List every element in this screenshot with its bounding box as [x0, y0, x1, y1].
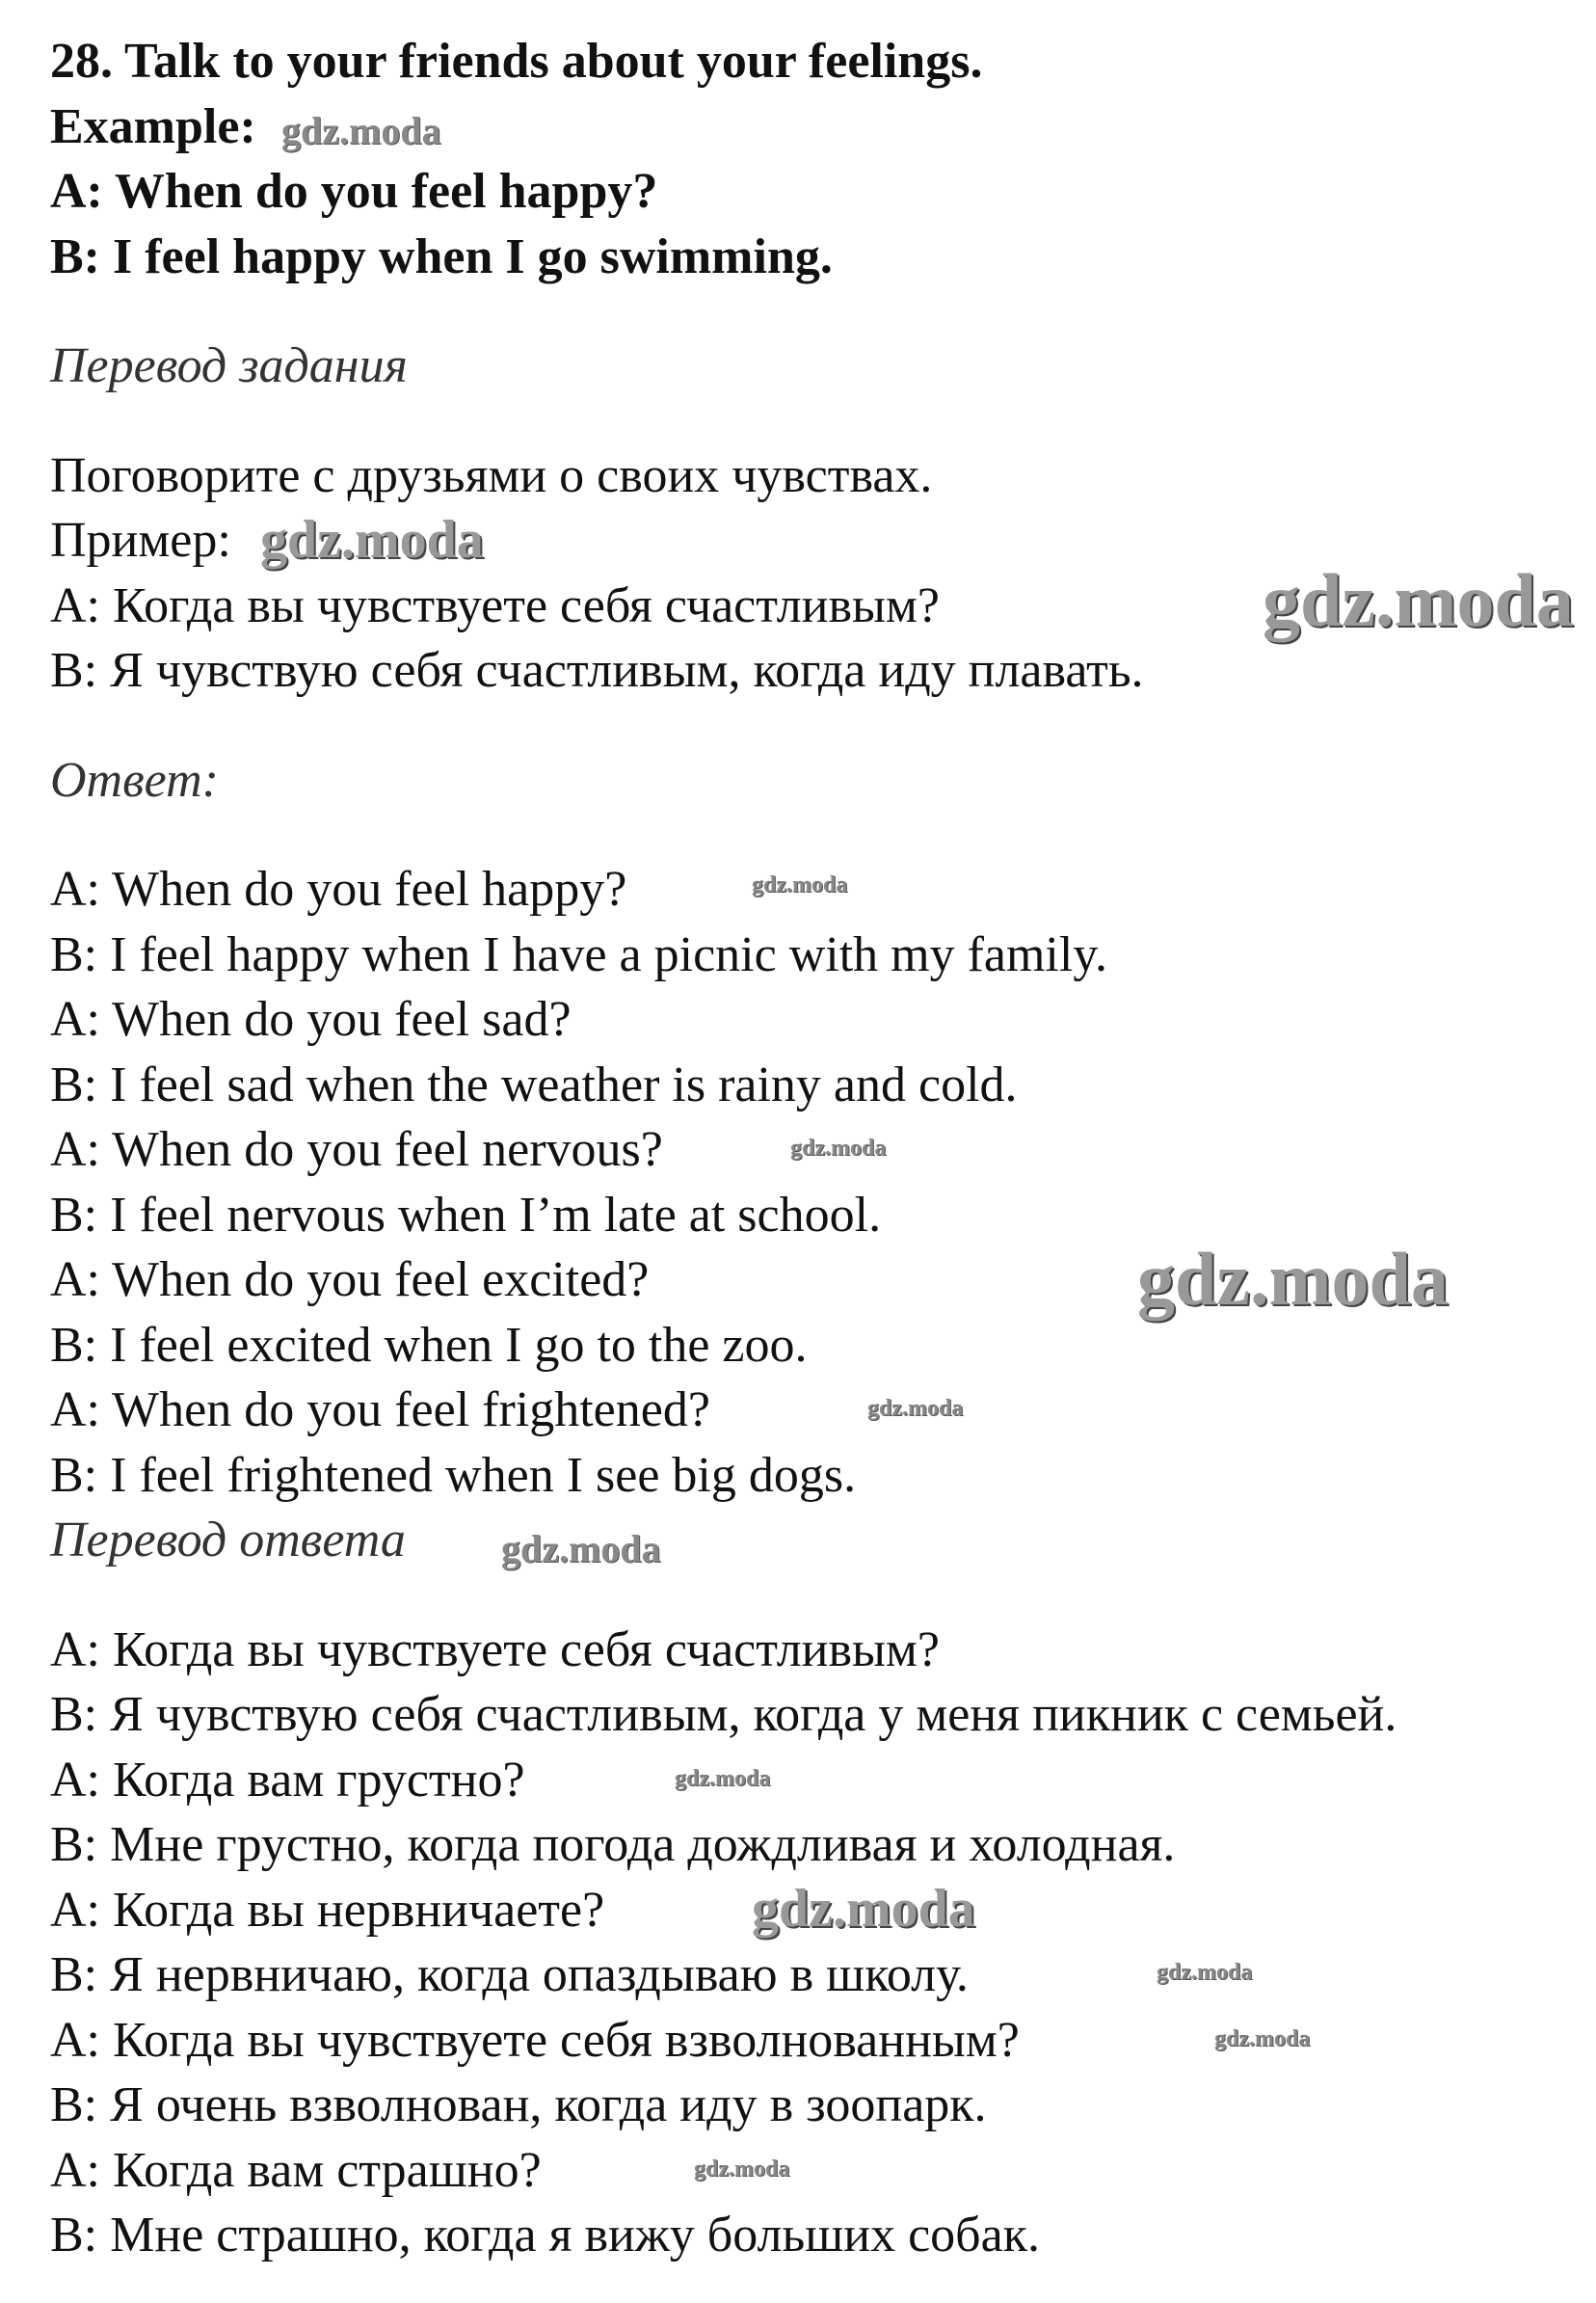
answer-translation-line: В: Я чувствую себя счастливым, когда у меня пикник с семьей. [50, 1687, 1397, 1742]
watermark: gdz.moda [1214, 2026, 1311, 2051]
answer-translation-line: А: Когда вы нервничаете? [50, 1882, 605, 1938]
watermark: gdz.moda [281, 109, 441, 152]
answer-translation-line: А: Когда вам грустно? [50, 1752, 525, 1808]
task-example-a: A: When do you feel happy? [50, 164, 658, 219]
task-example-b: B: I feel happy when I go swimming. [50, 228, 833, 284]
answer-heading: Ответ: [50, 752, 219, 808]
answer-translation-line: В: Мне страшно, когда я вижу больших собак. [50, 2208, 1040, 2263]
watermark: gdz.moda [752, 872, 848, 897]
answer-lines [50, 857, 1396, 1508]
answer-line: B: I feel excited when I go to the zoo. [50, 1317, 808, 1373]
watermark: gdz.moda [675, 1766, 771, 1791]
answer-translation-line: А: Когда вы чувствуете себя счастливым? [50, 1621, 940, 1677]
answer-translation-line: В: Мне грустно, когда погода дождливая и холодная. [50, 1817, 1176, 1872]
task-translation-title: Поговорите с друзьями о своих чувствах. [50, 447, 933, 503]
watermark: gdz.moda [1157, 1960, 1253, 1985]
answer-translation-heading: Перевод ответа [50, 1513, 406, 1567]
watermark: gdz.moda [867, 1396, 964, 1421]
answer-translation-line: В: Я очень взволнован, когда иду в зоопарк. [50, 2077, 987, 2132]
watermark: gdz.moda [790, 1136, 887, 1161]
watermark: gdz.moda [1263, 558, 1574, 642]
watermark: gdz.moda [694, 2156, 790, 2182]
watermark: gdz.moda [752, 1879, 975, 1939]
task-translation-example-a: А: Когда вы чувствуете себя счастливым? [50, 577, 940, 633]
answer-translation-line: В: Я нервничаю, когда опаздываю в школу. [50, 1947, 969, 2002]
answer-line: A: When do you feel sad? [50, 992, 572, 1047]
watermark: gdz.moda [501, 1527, 661, 1570]
answer-line: B: I feel nervous when I’m late at school. [50, 1187, 882, 1243]
answer-line: B: I feel frightened when I see big dogs. [50, 1447, 857, 1503]
task-translation-example-label: Пример: [50, 513, 231, 568]
answer-line: A: When do you feel frightened? [50, 1382, 710, 1437]
answer-line: A: When do you feel happy? [50, 862, 627, 917]
answer-translation-line: А: Когда вам страшно? [50, 2142, 542, 2198]
answer-line: A: When do you feel nervous? [50, 1122, 663, 1177]
task-title: 28. Talk to your friends about your feelings. [50, 34, 983, 89]
answer-line: B: I feel sad when the weather is rainy and cold. [50, 1057, 1018, 1112]
task-translation-heading: Перевод задания [50, 338, 408, 393]
answer-line: B: I feel happy when I have a picnic with my family. [50, 926, 1107, 982]
task-example-label: Example: [50, 98, 256, 154]
watermark: gdz.moda [1137, 1237, 1449, 1321]
watermark: gdz.moda [260, 510, 484, 570]
answer-line: A: When do you feel excited? [50, 1252, 650, 1307]
answer-translation-line: А: Когда вы чувствуете себя взволнованным? [50, 2012, 1020, 2068]
task-translation-example-b: В: Я чувствую себя счастливым, когда иду плавать. [50, 643, 1144, 698]
document-page [50, 29, 1396, 2268]
